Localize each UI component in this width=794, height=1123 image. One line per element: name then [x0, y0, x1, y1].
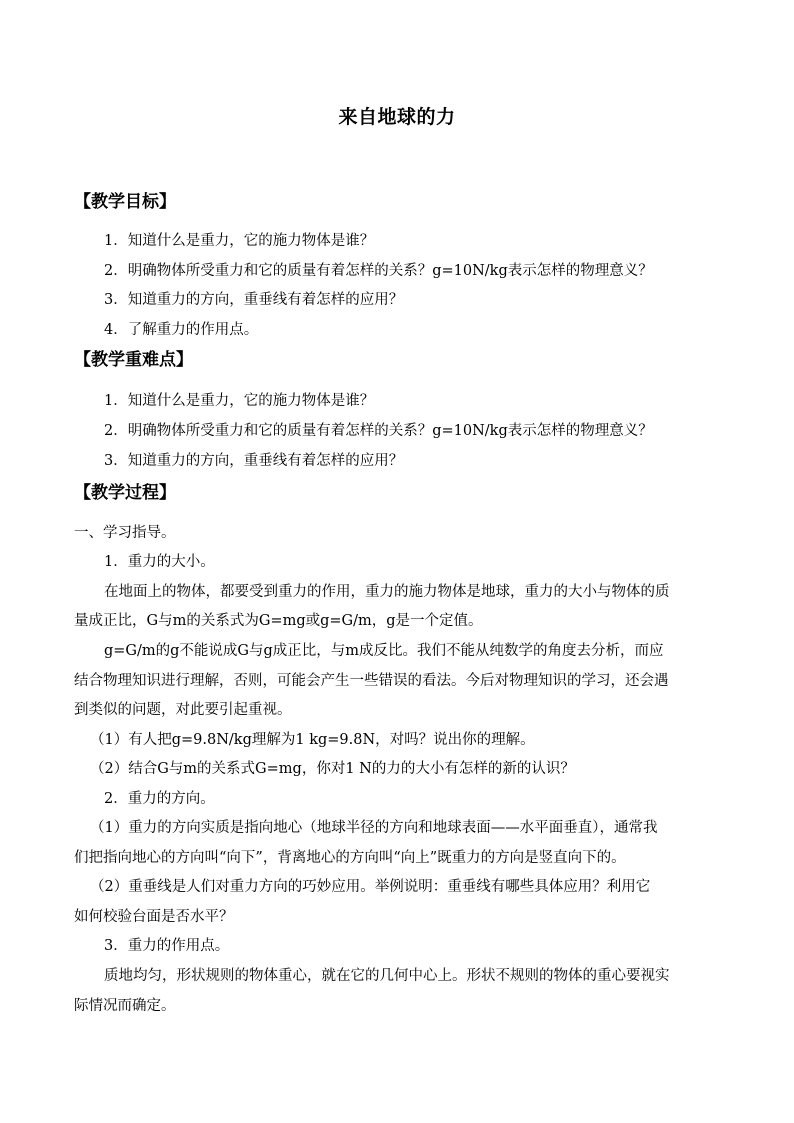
key-point-item: 2．明确物体所受重力和它的质量有着怎样的关系？g=10N/kg表示怎样的物理意义？	[104, 423, 653, 439]
process-line: 际情况而确定。	[74, 998, 176, 1014]
section-heading-objectives: 【教学目标】	[74, 192, 176, 212]
key-point-item: 1．知道什么是重力，它的施力物体是谁？	[104, 393, 375, 409]
process-line: g=G/m的g不能说成G与g成正比，与m成反比。我们不能从纯数学的角度去分析，而应	[104, 643, 664, 659]
objective-item: 3．知道重力的方向，重垂线有着怎样的应用？	[104, 292, 404, 308]
process-line: 如何校验台面是否水平？	[74, 909, 234, 925]
process-line: 3．重力的作用点。	[104, 938, 230, 954]
process-line: 一、学习指导。	[74, 525, 176, 541]
process-line: 结合物理知识进行理解，否则，可能会产生一些错误的看法。今后对物理知识的学习，还会遇	[74, 673, 669, 689]
section-heading-key-points: 【教学重难点】	[74, 350, 193, 370]
process-line: （1）有人把g=9.8N/kg理解为1 kg=9.8N，对吗？说出你的理解。	[90, 732, 535, 748]
process-line: 1．重力的大小。	[104, 554, 215, 570]
process-line: 质地均匀，形状规则的物体重心，就在它的几何中心上。形状不规则的物体的重心要视实	[104, 968, 670, 984]
objective-item: 1．知道什么是重力，它的施力物体是谁？	[104, 233, 375, 249]
process-line: 量成正比，G与m的关系式为G=mg或g=G/m，g是一个定值。	[74, 613, 483, 629]
process-line: 到类似的问题，对此要引起重视。	[74, 702, 292, 718]
process-line: （1）重力的方向实质是指向地心（地球半径的方向和地球表面——水平面垂直），通常我	[90, 820, 658, 836]
process-line: 们把指向地心的方向叫“向下”，背离地心的方向叫“向上”既重力的方向是竖直向下的。	[74, 850, 626, 866]
page-title: 来自地球的力	[338, 106, 456, 128]
objective-item: 4．了解重力的作用点。	[104, 322, 259, 338]
objective-item: 2．明确物体所受重力和它的质量有着怎样的关系？g=10N/kg表示怎样的物理意义？	[104, 263, 653, 279]
process-line: 在地面上的物体，都要受到重力的作用，重力的施力物体是地球，重力的大小与物体的质	[104, 584, 670, 600]
process-line: 2．重力的方向。	[104, 791, 215, 807]
section-heading-process: 【教学过程】	[74, 483, 176, 503]
key-point-item: 3．知道重力的方向，重垂线有着怎样的应用？	[104, 453, 404, 469]
process-line: （2）结合G与m的关系式G=mg，你对1 N的力的大小有怎样的新的认识？	[90, 761, 575, 777]
process-line: （2）重垂线是人们对重力方向的巧妙应用。举例说明：重垂线有哪些具体应用？利用它	[90, 879, 651, 895]
